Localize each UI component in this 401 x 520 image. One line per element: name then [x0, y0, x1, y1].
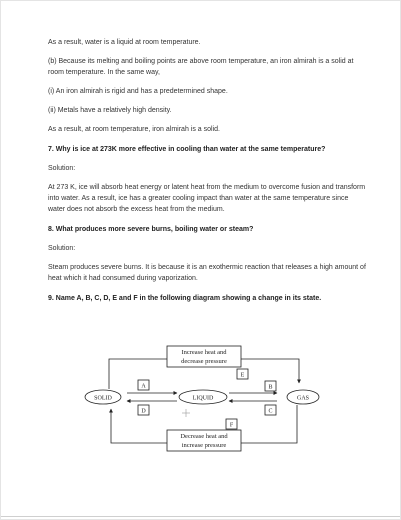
question-8: 8. What produces more severe burns, boiling water or steam?: [48, 226, 254, 233]
paragraph-point-i: (i) An iron almirah is rigid and has a predetermined shape.: [48, 88, 228, 95]
liquid-label: LIQUID: [192, 395, 214, 402]
paragraph-iron-almirah: (b) Because its melting and boiling points are above room temperature, an iron almirah is a solid at room temperature. In the same way,: [48, 58, 354, 76]
answer-7: At 273 K, ice will absorb heat energy or latent heat from the medium to overcome fusion and transform into water. As a result, ice has a greater cooling impact than water at the same temperature since water does not absorb the excess heat from the medium.: [48, 184, 366, 213]
solution-label-7: Solution:: [48, 165, 76, 172]
question-9: 9. Name A, B, C, D, E and F in the following diagram showing a change in its state.: [48, 295, 322, 302]
document-content: [48, 37, 366, 304]
gas-label: GAS: [296, 395, 310, 402]
question-7: 7. Why is ice at 273K more effective in cooling than water at the same temperature?: [48, 146, 326, 153]
box-e-label: E: [240, 372, 245, 379]
box-d-label: D: [141, 408, 146, 415]
box-a-label: A: [141, 383, 146, 390]
top-label-line-1: Increase heat and: [181, 349, 227, 356]
box-c-label: C: [268, 408, 273, 415]
move-cursor-icon: [182, 409, 190, 417]
change-of-state-diagram: [79, 343, 331, 455]
paragraph-almirah-solid: As a result, at room temperature, iron almirah is a solid.: [48, 126, 220, 133]
bottom-label-line-1: Decrease heat and: [180, 433, 228, 440]
solid-label: SOLID: [94, 395, 112, 402]
paragraph-water-liquid: As a result, water is a liquid at room temperature.: [48, 39, 201, 46]
bottom-label-line-2: increase pressure: [181, 442, 227, 449]
page-bottom-divider: [1, 516, 400, 517]
paragraph-point-ii: (ii) Metals have a relatively high density.: [48, 107, 172, 114]
box-b-label: B: [268, 384, 273, 391]
answer-8: Steam produces severe burns. It is because it is an exothermic reaction that releases a high amount of heat which it had consumed during vaporization.: [48, 264, 366, 282]
box-f-label: F: [229, 422, 234, 429]
top-label-line-2: decrease pressure: [181, 358, 227, 365]
solution-label-8: Solution:: [48, 245, 76, 252]
